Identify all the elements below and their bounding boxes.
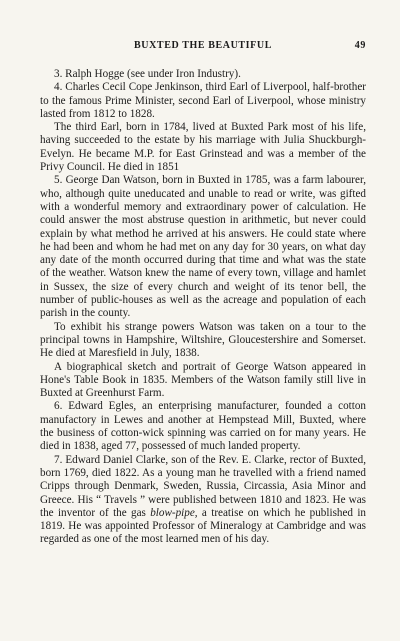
paragraph-edward-clarke [40,454,366,547]
clarke-text-start: 7. Edward Daniel Clarke, son of the Rev. E. Clarke, rector of Buxted, born 1769, died 1822. As a young man he travelled with a friend named Cripps through Denmark, Sweden, Russia, Circassia, Asia Minor and Greece. His “ Travels ” were published between 1810 and 1823. He was the inventor of the gas [40,453,366,519]
clarke-text-end: a treatise on which he published in 1819. He was appointed Professor of Mineralogy at Cambridge and was regarded as one of the most learned men of his day. [40,506,367,546]
blow-pipe-italic: blow-pipe, [150,506,198,519]
paragraph-ralph-hogge: 3. Ralph Hogge (see under Iron Industry). [54,68,241,80]
paragraph-third-earl: The third Earl, born in 1784, lived at Buxted Park most of his life, having succeeded to the estate by his marriage with Julia Shuckburgh-Evelyn. He became M.P. for East Grinstead and was a member of the Privy Council. He died in 1851 [40,121,366,174]
paragraph-watson-tour: To exhibit his strange powers Watson was taken on a tour to the principal towns in Hampshire, Wiltshire, Gloucestershire and Somerset. He died at Maresfield in July, 1838. [40,320,366,360]
body-text [40,68,366,547]
paragraph-jenkinson: 4. Charles Cecil Cope Jenkinson, third Earl of Liverpool, half-brother to the famous Prime Minister, second Earl of Liverpool, whose ministry lasted from 1812 to 1828. [40,81,366,120]
paragraph-edward-egles: 6. Edward Egles, an enterprising manufacturer, founded a cotton manufactory in Lewes and another at Hempstead Mill, Buxted, where the business of cotton-wick spinning was carried on for many years. He died in 1838, aged 77, possessed of much landed property. [40,400,366,453]
page-header [40,40,366,54]
paragraph-watson-biography: A biographical sketch and portrait of George Watson appeared in Hone's Table Book in 1835. Members of the Watson family still live in Buxted at Greenhurst Farm. [40,360,366,400]
running-title: BUXTED THE BEAUTIFUL [134,40,272,51]
paragraph-george-watson: 5. George Dan Watson, born in Buxted in 1785, was a farm labourer, who, although quite uneducated and unable to read or write, was gifted with a wonderful memory and extraordinary power of calculation. He could answer the most abstruse question in arithmetic, but never could explain by what method he arrived at his answers. He could state where he had been and whom he had met on any day for 30 years, on what day any date of the month occurred during that time and what was the state of the weather. Watson knew the name of every town, village and hamlet in Sussex, the size of every church and weight of its tenor bell, the number of public-houses as well as the acreage and population of each parish in the county. [40,174,366,320]
page-number: 49 [354,40,366,51]
